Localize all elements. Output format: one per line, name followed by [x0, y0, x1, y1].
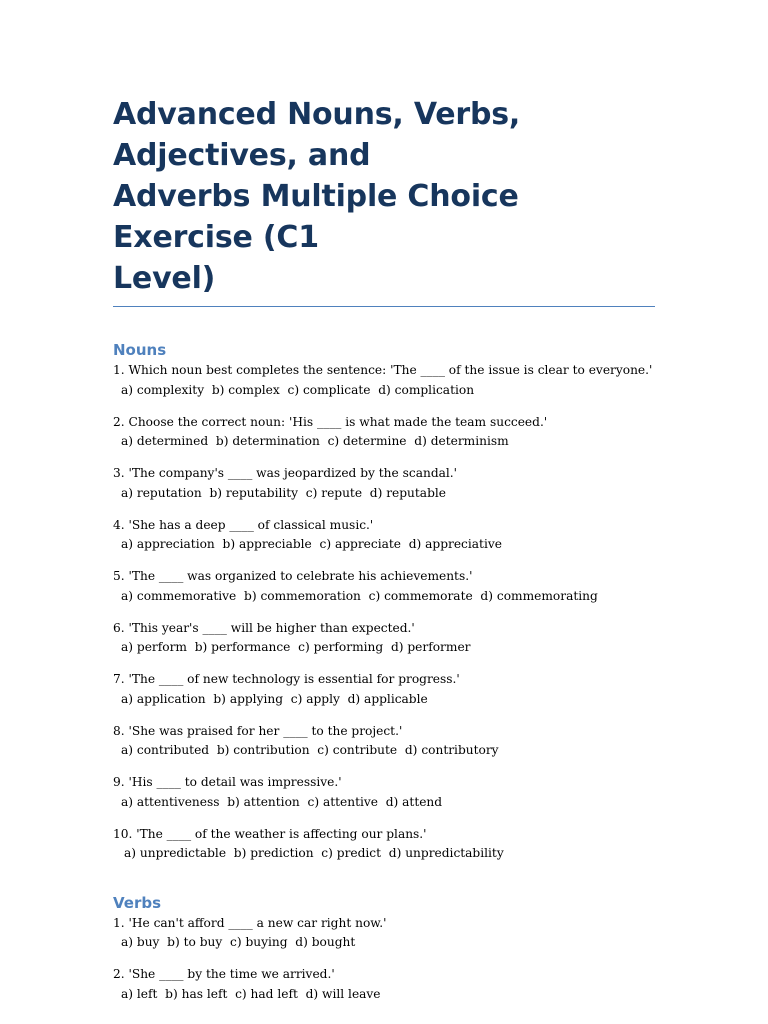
question-item: [113, 464, 655, 503]
question-text: 6. 'This year's ____ will be higher than expected.': [113, 620, 415, 635]
question-item: [113, 670, 655, 709]
title-line: Level): [113, 261, 216, 296]
question-options: a) application b) applying c) apply d) applicable: [121, 691, 428, 706]
question-item: [113, 914, 655, 953]
document-title: [113, 94, 655, 299]
question-options: a) attentiveness b) attention c) attentive d) attend: [121, 794, 443, 809]
section-heading: Nouns: [113, 341, 167, 359]
question-item: [113, 965, 655, 1004]
title-line: Advanced Nouns, Verbs, Adjectives, and: [113, 97, 521, 173]
question-text: 9. 'His ____ to detail was impressive.': [113, 775, 342, 789]
question-text: 7. 'The ____ of new technology is essential for progress.': [113, 672, 460, 686]
question-text: 1. 'He can't afford ____ a new car right now.': [113, 915, 387, 930]
question-item: [113, 722, 655, 761]
question-text: 10. 'The ____ of the weather is affecting our plans.': [113, 826, 427, 841]
question-options: a) contributed b) contribution c) contribute d) contributory: [121, 743, 499, 757]
title-underline: [113, 306, 655, 307]
question-options: a) appreciation b) appreciable c) appreciate d) appreciative: [121, 537, 502, 551]
question-text: 3. 'The company's ____ was jeopardized by the scandal.': [113, 466, 458, 480]
question-text: 1. Which noun best completes the sentence: 'The ____ of the issue is clear to everyone.': [113, 363, 653, 377]
question-item: [113, 619, 655, 658]
section-heading: Verbs: [113, 893, 162, 912]
question-item: [113, 413, 655, 452]
title-line: Adverbs Multiple Choice Exercise (C1: [113, 179, 519, 255]
question-item: [113, 516, 655, 555]
question-text: 5. 'The ____ was organized to celebrate his achievements.': [113, 569, 473, 583]
question-text: 2. 'She ____ by the time we arrived.': [113, 967, 335, 981]
question-options: a) reputation b) reputability c) repute d) reputable: [121, 485, 446, 500]
question-options: a) perform b) performance c) performing d) performer: [121, 640, 471, 654]
question-options: a) unpredictable b) prediction c) predict d) unpredictability: [124, 846, 504, 860]
question-options: a) determined b) determination c) determine d) determinism: [121, 434, 509, 448]
question-item: [113, 567, 655, 606]
question-options: a) commemorative b) commemoration c) commemorate d) commemorating: [121, 588, 598, 603]
question-text: 2. Choose the correct noun: 'His ____ is what made the team succeed.': [113, 414, 548, 429]
question-options: a) buy b) to buy c) buying d) bought: [121, 935, 356, 949]
question-text: 8. 'She was praised for her ____ to the project.': [113, 723, 403, 738]
question-options: a) left b) has left c) had left d) will leave: [121, 986, 381, 1001]
section-verbs: [113, 894, 655, 1005]
section-nouns: [113, 341, 655, 864]
question-item: [113, 361, 655, 400]
question-item: [113, 773, 655, 812]
question-item: [113, 825, 655, 864]
question-options: a) complexity b) complex c) complicate d) complication: [121, 382, 475, 397]
question-text: 4. 'She has a deep ____ of classical music.': [113, 517, 374, 532]
document-page: [113, 94, 655, 1004]
